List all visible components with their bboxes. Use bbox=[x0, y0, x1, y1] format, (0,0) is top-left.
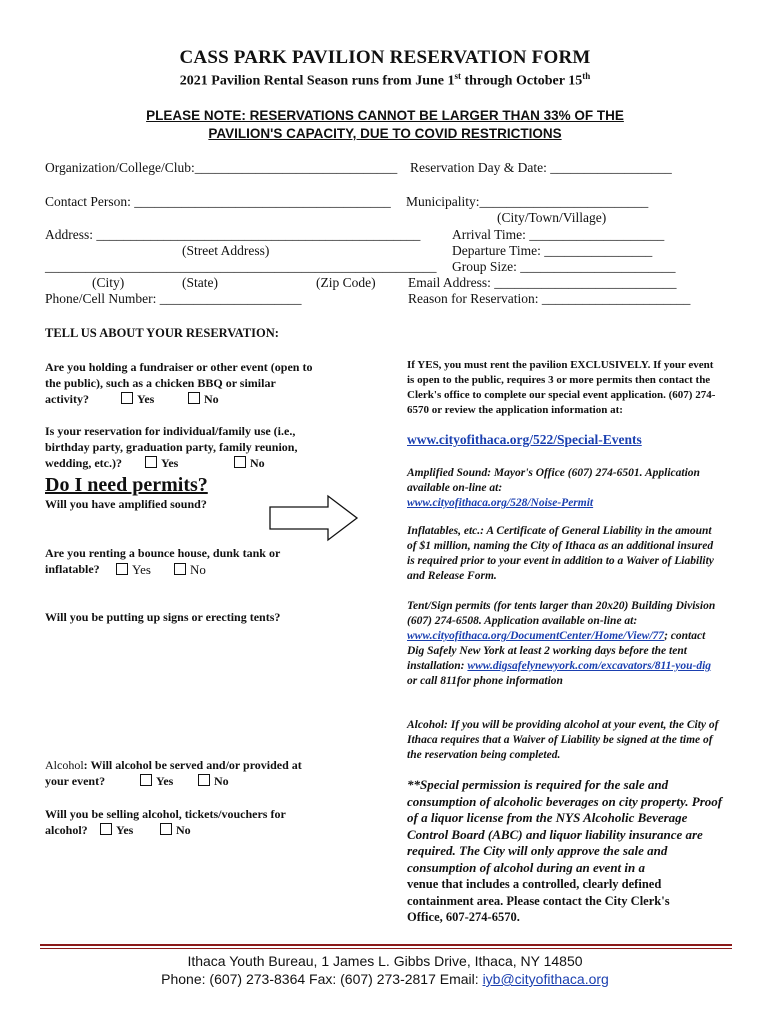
q1-line-3: activity? bbox=[45, 392, 89, 406]
q7-no-option[interactable] bbox=[160, 823, 191, 838]
q6-yes-option[interactable] bbox=[140, 774, 173, 789]
q1-line-1: Are you holding a fundraiser or other event (open to bbox=[45, 360, 313, 374]
checkbox-icon[interactable] bbox=[116, 563, 128, 575]
q1-no-label: No bbox=[204, 392, 219, 406]
q7-line-1: Will you be selling alcohol, tickets/vouchers for bbox=[45, 807, 286, 821]
checkbox-icon[interactable] bbox=[174, 563, 186, 575]
phone-field[interactable]: Phone/Cell Number: _____________________ bbox=[45, 291, 302, 306]
permits-heading: Do I need permits? bbox=[45, 474, 208, 496]
special-events-link[interactable]: www.cityofithaca.org/522/Special-Events bbox=[407, 432, 642, 447]
q6-line-2: your event? bbox=[45, 774, 106, 788]
checkbox-icon[interactable] bbox=[198, 774, 210, 786]
q7-no-label: No bbox=[176, 823, 191, 837]
tent-sign-info bbox=[407, 599, 717, 689]
contact-person-field[interactable]: Contact Person: ______________________________________ bbox=[45, 194, 391, 209]
q6-no-option[interactable] bbox=[198, 774, 229, 789]
subtitle-text-2: through October 15 bbox=[460, 73, 583, 89]
q2-line-2: birthday party, graduation party, family reunion, bbox=[45, 440, 298, 454]
q2-yes-option[interactable] bbox=[145, 456, 178, 471]
tent-permit-link[interactable]: www.cityofithaca.org/DocumentCenter/Home/View/77 bbox=[407, 630, 665, 642]
q4-line-1: Are you renting a bounce house, dunk tank or bbox=[45, 546, 281, 560]
departure-time-field[interactable]: Departure Time: ________________ bbox=[452, 243, 653, 258]
inflatables-info: Inflatables, etc.: A Certificate of General Liability in the amount of $1 million, naming the City of Ithaca as an additional insured is required prior to your event in addition to a Waiver of Liability and Release Form. bbox=[407, 525, 714, 582]
email-field[interactable]: Email Address: ___________________________ bbox=[408, 275, 677, 290]
q4-yes-option[interactable] bbox=[116, 562, 151, 578]
q7-line-2: alcohol? bbox=[45, 823, 88, 837]
q5-signs-tents: Will you be putting up signs or erecting tents? bbox=[45, 610, 281, 624]
tent-text-2: ; contact Dig Safely New York at least 2 working days before the tent installation: bbox=[407, 630, 706, 672]
footer-address: Ithaca Youth Bureau, 1 James L. Gibbs Drive, Ithaca, NY 14850 bbox=[187, 953, 583, 969]
alcohol-waiver-info: Alcohol: If you will be providing alcohol at your event, the City of Ithaca requires that a Waiver of Liability be signed at the time of the reservation being completed. bbox=[407, 719, 719, 761]
address-field[interactable]: Address: ________________________________________________ bbox=[45, 227, 421, 242]
city-state-zip-field[interactable]: __________________________________________________________ bbox=[45, 259, 437, 274]
checkbox-icon[interactable] bbox=[188, 392, 200, 404]
q7-yes-option[interactable] bbox=[100, 823, 133, 838]
section-title: TELL US ABOUT YOUR RESERVATION: bbox=[45, 326, 279, 340]
form-subtitle bbox=[0, 71, 770, 90]
dig-text-2: or call 811for phone information bbox=[407, 675, 563, 687]
subtitle-sup-2: th bbox=[582, 71, 591, 81]
reservation-day-field[interactable]: Reservation Day & Date: __________________ bbox=[410, 160, 672, 175]
city-sublabel: (City) bbox=[92, 275, 125, 290]
checkbox-icon[interactable] bbox=[234, 456, 246, 468]
organization-field[interactable]: Organization/College/Club:______________________________ bbox=[45, 160, 398, 175]
q3-amplified-sound: Will you have amplified sound? bbox=[45, 497, 207, 511]
municipality-sublabel: (City/Town/Village) bbox=[497, 210, 607, 225]
footer-divider-thin bbox=[40, 948, 732, 949]
noise-permit-link[interactable]: www.cityofithaca.org/528/Noise-Permit bbox=[407, 497, 594, 509]
q7-yes-label: Yes bbox=[116, 823, 134, 837]
q1-yes-label: Yes bbox=[137, 392, 155, 406]
clerk-contact-info: venue that includes a controlled, clearly defined containment area. Please contact the City Clerk's Office, 607-274-6570. bbox=[407, 877, 670, 924]
q1-no-option[interactable] bbox=[188, 392, 219, 407]
exclusive-info: If YES, you must rent the pavilion EXCLUSIVELY. If your event is open to the public, requires 3 or more permits then contact the Clerk's office to complete our special event application. (607) 274-6570 or review the application information at: bbox=[407, 359, 716, 416]
subtitle-sup-1: st bbox=[454, 71, 461, 81]
covid-note-line-1: PLEASE NOTE: RESERVATIONS CANNOT BE LARGER THAN 33% OF THE bbox=[146, 108, 624, 123]
checkbox-icon[interactable] bbox=[121, 392, 133, 404]
q2-no-label: No bbox=[250, 456, 265, 470]
checkbox-icon[interactable] bbox=[145, 456, 157, 468]
form-title: CASS PARK PAVILION RESERVATION FORM bbox=[179, 47, 591, 68]
q4-line-2: inflatable? bbox=[45, 562, 100, 576]
tent-text: Tent/Sign permits (for tents larger than 20x20) Building Division (607) 274-6508. Application available on-line at: bbox=[407, 600, 716, 627]
q2-line-1: Is your reservation for individual/family use (i.e., bbox=[45, 424, 296, 438]
checkbox-icon[interactable] bbox=[160, 823, 172, 835]
q6-yes-label: Yes bbox=[156, 774, 174, 788]
reason-field[interactable]: Reason for Reservation: ______________________ bbox=[408, 291, 691, 306]
q2-line-3: wedding, etc.)? bbox=[45, 456, 122, 470]
checkbox-icon[interactable] bbox=[100, 823, 112, 835]
q6-no-label: No bbox=[214, 774, 229, 788]
q6-line-1-rest: : Will alcohol be served and/or provided at bbox=[83, 758, 302, 772]
amplified-sound-info bbox=[407, 466, 707, 511]
arrival-time-field[interactable]: Arrival Time: ____________________ bbox=[452, 227, 665, 242]
special-permission-info: **Special permission is required for the sale and consumption of alcoholic beverages on city property. Proof of a liquor license from the NYS Alcoholic Beverage Control Board (ABC) and liquor liability insurance are required. The City will only approve the sale and consumption of alcohol during an event in a bbox=[407, 777, 723, 875]
zip-sublabel: (Zip Code) bbox=[316, 275, 376, 290]
amplified-sound-text: Amplified Sound: Mayor's Office (607) 274-6501. Application available on-line at: bbox=[407, 467, 700, 494]
covid-note-line-2: PAVILION'S CAPACITY, DUE TO COVID RESTRICTIONS bbox=[208, 126, 562, 141]
footer-divider bbox=[40, 944, 732, 946]
q6-line-1 bbox=[45, 758, 302, 773]
q4-no-label: No bbox=[190, 562, 206, 577]
q2-yes-label: Yes bbox=[161, 456, 179, 470]
dig-safely-link[interactable]: www.digsafelynewyork.com/excavators/811-you-dig bbox=[467, 660, 712, 672]
state-sublabel: (State) bbox=[182, 275, 218, 290]
checkbox-icon[interactable] bbox=[140, 774, 152, 786]
q1-yes-option[interactable] bbox=[121, 392, 154, 407]
street-sublabel: (Street Address) bbox=[182, 243, 270, 258]
q4-no-option[interactable] bbox=[174, 562, 206, 578]
footer-email-link[interactable]: iyb@cityofithaca.org bbox=[482, 971, 609, 987]
q1-line-2: the public), such as a chicken BBQ or similar bbox=[45, 376, 276, 390]
footer-contact bbox=[0, 971, 770, 987]
q4-yes-label: Yes bbox=[132, 562, 151, 577]
q2-no-option[interactable] bbox=[234, 456, 265, 471]
footer-phone-fax: Phone: (607) 273-8364 Fax: (607) 273-2817 Email: bbox=[161, 971, 483, 987]
municipality-field[interactable]: Municipality:_________________________ bbox=[406, 194, 649, 209]
group-size-field[interactable]: Group Size: _______________________ bbox=[452, 259, 676, 274]
subtitle-text-1: 2021 Pavilion Rental Season runs from June 1 bbox=[179, 73, 455, 89]
right-arrow-icon bbox=[268, 493, 360, 543]
q6-alcohol-label: Alcohol bbox=[45, 758, 84, 772]
